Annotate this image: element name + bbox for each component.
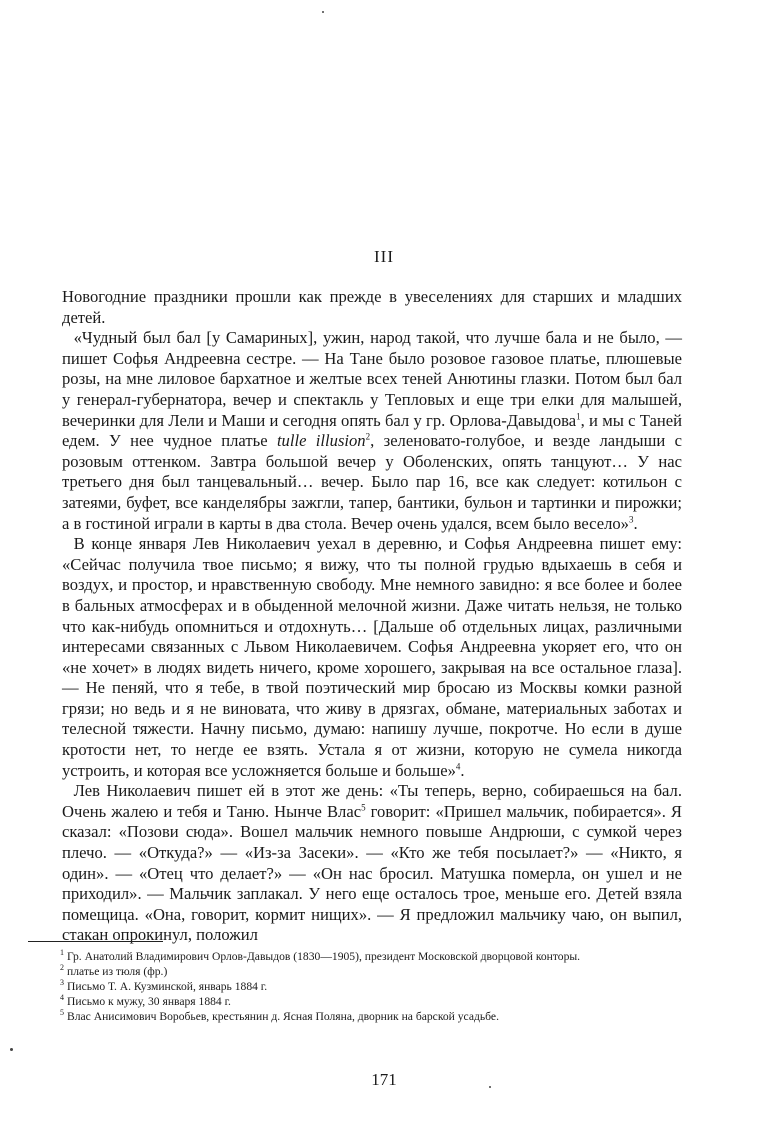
footnote-text: платье из тюля (фр.)	[67, 965, 168, 978]
footnote-number: 1	[60, 948, 64, 958]
footnote-text: Влас Анисимович Воробьев, крестьянин д. Ясная Поляна, дворник на барской усадьбе.	[67, 1010, 499, 1023]
text-run: говорит: «Пришел мальчик, побирается». Я сказал: «Позови сюда». Вошел мальчик немного повыше Андрюши, с сумкой через плечо. — «Откуда?» — «Из-за Засеки». — «Кто же тебя посылает?» — «Никто, я один». — «Отец что делает?» — «Он нас бросил. Матушка померла, он ушел и не приходил». — Мальчик заплакал. У него еще осталось трое, меньше его. Детей взяла помещица. «Она, говорит, кормит нищих». — Я предложил мальчику чаю, он выпил, стакан опрокинул, положил	[62, 801, 682, 945]
paragraph	[62, 781, 682, 946]
text-run: , и мы с Таней едем. У нее чудное платье	[62, 410, 682, 451]
footnote-number: 5	[60, 1008, 64, 1018]
footnote-number: 3	[60, 978, 64, 988]
italic-phrase: tulle illusion	[276, 431, 366, 451]
text-run: В конце января Лев Николаевич уехал в деревню, и Софья Андреевна пишет ему: «Сейчас получила твое письмо; я вижу, что ты полной грудью вдыхаешь в себя и воздух, и простор, и нравственную свободу. Мне немного завидно: я все более и более в бальных атмосферах и в обыденной мелочной жизни. Даже читать нельзя, не только что как-нибудь опомниться и отдохнуть… [Дальше об отдельных лицах, различными интересами связанных с Львом Николаевичем. Софья Андреевна укоряет его, что он «не хочет» в людях видеть ничего, кроме хорошего, закрывая на все остальное глаза]. — Не пеняй, что я тебе, в твой поэтический мир бросаю из Москвы комки разной грязи; но ведь и я не виновата, что живу в дрязгах, обмане, материальных заботах и телесной тяжести. Начну письмо, думаю: напишу лучше, покротче. Но если в душе кротости нет, то негде ее взять. Устала я от жизни, которую не сумела никогда устроить, и которая все усложняется больше и больше»	[62, 534, 682, 780]
scan-speck	[10, 1048, 13, 1051]
footnote-text: Письмо Т. А. Кузминской, январь 1884 г.	[67, 980, 268, 993]
footnote-text: Гр. Анатолий Владимирович Орлов-Давыдов (1830—1905), президент Московской дворцовой конторы.	[67, 950, 581, 963]
footnote-separator	[28, 941, 163, 942]
scan-speck	[322, 11, 324, 13]
footnote-ref: 4	[455, 761, 461, 772]
paragraph: Новогодние праздники прошли как прежде в увеселениях для старших и младших детей.	[62, 287, 682, 327]
footnotes	[28, 949, 682, 1024]
footnote-ref: 5	[361, 802, 366, 813]
footnote	[28, 994, 682, 1009]
text-run: .	[460, 760, 465, 780]
page-number: 171	[371, 1070, 397, 1089]
text-run: «Чудный был бал [у Самариных], ужин, народ такой, что лучше бала и не было, — пишет Софья Андреевна сестре. — На Тане было розовое газовое платье, плюшевые розы, на мне лиловое бархатное и желтые всех теней Анютины глазки. Потом был бал у генерал-губернатора, вечер и спектакль у Тепловых и еще три елки для малышей, вечеринки для Лели и Маши и сегодня опять бал у гр. Орлова-Давыдова	[62, 328, 682, 430]
footnote	[28, 1009, 682, 1024]
footnote	[28, 979, 682, 994]
footnote-text: Письмо к мужу, 30 января 1884 г.	[67, 995, 231, 1008]
text-run: , зеленовато-голубое, и везде ландыши с розовым оттенком. Завтра большой вечер у Оболенских, опять танцуют… У нас третьего дня был танцевальный… вечер. Было пар 16, все как следует: котильон с затеями, буфет, все канделябры зажгли, тапер, бантики, бульон и тартинки и пирожки; а в гостиной играли в карты в два стола. Вечер очень удался, всем было весело»	[62, 431, 682, 533]
footnote-ref: 3	[628, 514, 634, 524]
footnote-number: 2	[60, 963, 64, 973]
footnote-ref: 2	[365, 431, 371, 442]
paragraph	[62, 534, 682, 781]
footnote	[28, 949, 682, 964]
paragraph	[62, 328, 682, 534]
footnote-ref: 1	[576, 411, 581, 422]
body-text	[62, 287, 682, 946]
chapter-heading: III	[374, 247, 394, 266]
text-run: Лев Николаевич пишет ей в этот же день: «Ты теперь, верно, собираешься на бал. Очень жалею и тебя и Таню. Нынче Влас	[62, 781, 682, 821]
footnote	[28, 964, 682, 979]
text-run: .	[633, 513, 638, 533]
footnote-number: 4	[60, 993, 64, 1003]
